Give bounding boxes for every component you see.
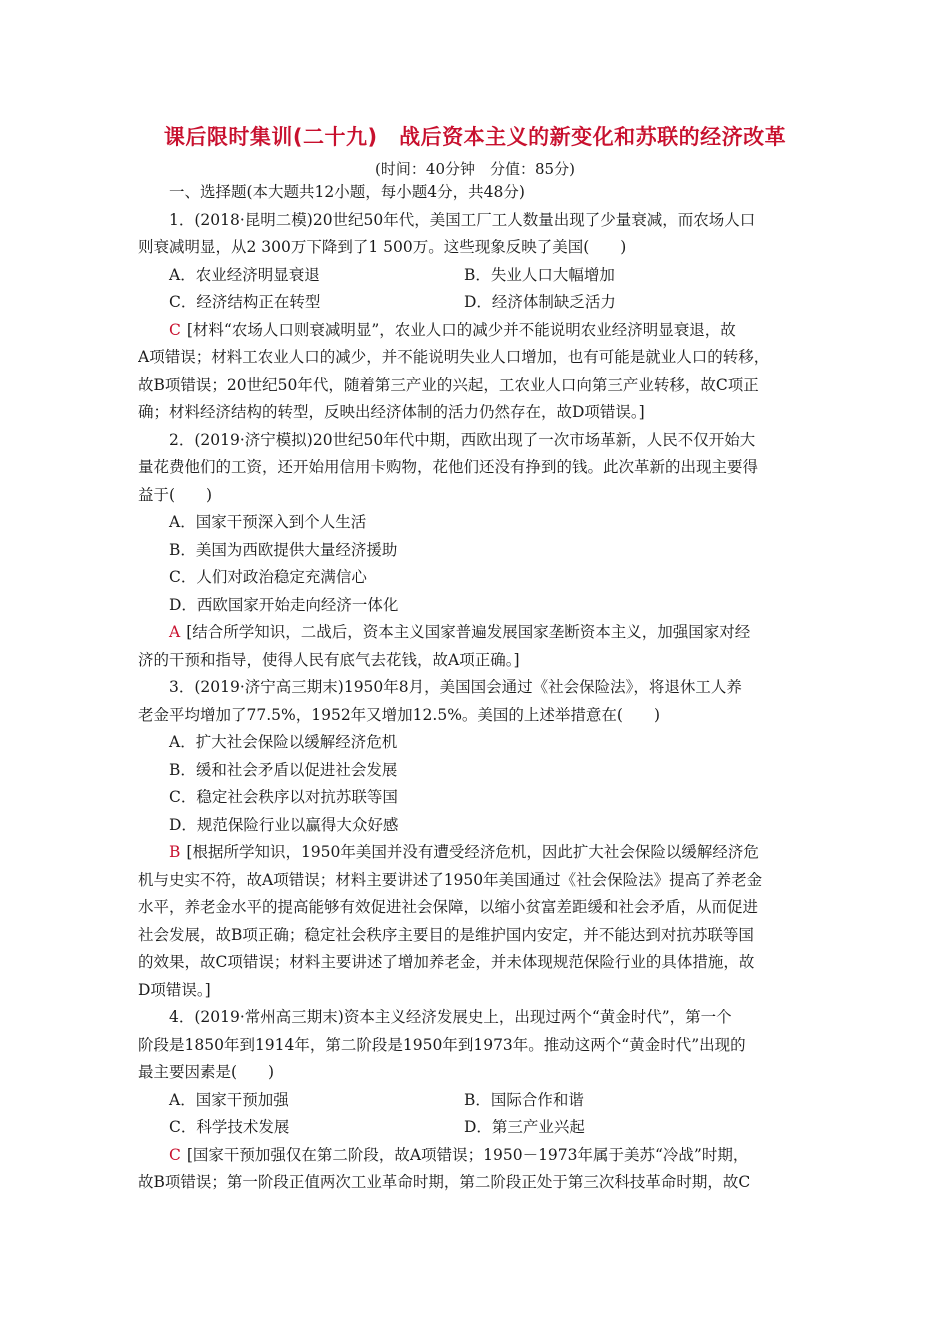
options-row xyxy=(138,262,824,290)
question-stem: 益于( ) xyxy=(138,485,213,504)
option-d: D．经济体制缺乏活力 xyxy=(464,293,616,311)
option-a: A．国家干预加强 xyxy=(169,1090,289,1109)
option-b: B．美国为西欧提供大量经济援助 xyxy=(169,540,398,559)
answer-letter: C xyxy=(169,320,181,339)
explanation-text: 的效果，故C项错误；材料主要讲述了增加养老金，并未体现规范保险行业的具体措施，故 xyxy=(138,953,755,971)
options-row xyxy=(138,1087,824,1115)
section-heading: 一、选择题(本大题共12小题，每小题4分，共48分) xyxy=(169,183,525,201)
explanation-text: 确；材料经济结构的转型，反映出经济体制的活力仍然存在，故D项错误。] xyxy=(138,403,645,421)
explanation-text: 故B项错误；20世纪50年代，随着第三产业的兴起，工农业人口向第三产业转移，故C项正 xyxy=(138,375,759,394)
question-stem: 则衰减明显，从2 300万下降到了1 500万。这些现象反映了美国( ) xyxy=(138,238,627,256)
answer-letter: A xyxy=(169,623,181,641)
question-2 xyxy=(138,427,824,675)
explanation-text: [结合所学知识，二战后，资本主义国家普遍发展国家垄断资本主义，加强国家对经 xyxy=(186,623,751,641)
option-d: D．西欧国家开始走向经济一体化 xyxy=(169,595,399,614)
option-c: C．人们对政治稳定充满信心 xyxy=(169,568,367,586)
exam-meta: (时间：40分钟 分值：85分) xyxy=(375,160,575,178)
option-d: D．第三产业兴起 xyxy=(464,1118,585,1136)
answer-line xyxy=(138,619,824,647)
question-4 xyxy=(138,1004,824,1197)
question-stem: 量花费他们的工资，还开始用信用卡购物，花他们还没有挣到的钱。此次革新的出现主要得 xyxy=(138,458,759,476)
explanation-text: 济的干预和指导，使得人民有底气去花钱，故A项正确。] xyxy=(138,650,520,669)
option-c: C．经济结构正在转型 xyxy=(169,293,321,311)
answer-line xyxy=(138,317,824,345)
explanation-text: 水平，养老金水平的提高能够有效促进社会保障，以缩小贫富差距缓和社会矛盾，从而促进 xyxy=(138,898,759,916)
option-b: B．失业人口大幅增加 xyxy=(464,265,615,284)
options-row xyxy=(138,1114,824,1142)
explanation-text: A项错误；材料工农业人口的减少，并不能说明失业人口增加，也有可能是就业人口的转移， xyxy=(138,348,770,366)
option-a: A．农业经济明显衰退 xyxy=(169,265,320,284)
explanation-text: 机与史实不符，故A项错误；材料主要讲述了1950年美国通过《社会保险法》提高了养老金 xyxy=(138,870,763,889)
question-stem: 4．(2019·常州高三期末)资本主义经济发展史上，出现过两个“黄金时代”，第一个 xyxy=(169,1008,732,1026)
explanation-text: 社会发展，故B项正确；稳定社会秩序主要目的是维护国内安定，并不能达到对抗苏联等国 xyxy=(138,925,754,944)
answer-line xyxy=(138,1142,824,1170)
question-stem: 3．(2019·济宁高三期末)1950年8月，美国国会通过《社会保险法》，将退休工人养 xyxy=(169,678,742,696)
question-3 xyxy=(138,674,824,1004)
option-a: A．国家干预深入到个人生活 xyxy=(169,513,367,531)
document-body xyxy=(138,179,824,1197)
answer-letter: C xyxy=(169,1145,181,1164)
option-c: C．稳定社会秩序以对抗苏联等国 xyxy=(169,788,398,806)
question-stem: 2．(2019·济宁模拟)20世纪50年代中期，西欧出现了一次市场革新，人民不仅开始大 xyxy=(169,430,756,449)
explanation-text: [材料“农场人口则衰减明显”，农业人口的减少并不能说明农业经济明显衰退，故 xyxy=(186,320,736,339)
option-c: C．科学技术发展 xyxy=(169,1118,290,1136)
option-d: D．规范保险行业以赢得大众好感 xyxy=(169,815,399,834)
explanation-text: [国家干预加强仅在第二阶段，故A项错误；1950－1973年属于美苏“冷战”时期， xyxy=(186,1145,749,1164)
option-b: B．国际合作和谐 xyxy=(464,1090,584,1109)
page-title: 课后限时集训(二十九) 战后资本主义的新变化和苏联的经济改革 xyxy=(163,125,787,149)
question-stem: 老金平均增加了77.5%，1952年又增加12.5%。美国的上述举措意在( ) xyxy=(138,705,661,724)
option-a: A．扩大社会保险以缓解经济危机 xyxy=(169,733,398,751)
question-1 xyxy=(138,207,824,427)
explanation-text: [根据所学知识，1950年美国并没有遭受经济危机，因此扩大社会保险以缓解经济危 xyxy=(186,843,759,861)
question-stem: 阶段是1850年到1914年，第二阶段是1950年到1973年。推动这两个“黄金时代”出现的 xyxy=(138,1035,746,1054)
answer-letter: B xyxy=(169,843,181,861)
question-stem: 1．(2018·昆明二模)20世纪50年代，美国工厂工人数量出现了少量衰减，而农场人口 xyxy=(169,210,756,229)
options-row xyxy=(138,289,824,317)
explanation-text: D项错误。] xyxy=(138,980,211,999)
explanation-text: 故B项错误；第一阶段正值两次工业革命时期，第二阶段正处于第三次科技革命时期，故C xyxy=(138,1173,751,1191)
option-b: B．缓和社会矛盾以促进社会发展 xyxy=(169,760,398,779)
question-stem: 最主要因素是( ) xyxy=(138,1063,275,1081)
answer-line xyxy=(138,839,824,867)
